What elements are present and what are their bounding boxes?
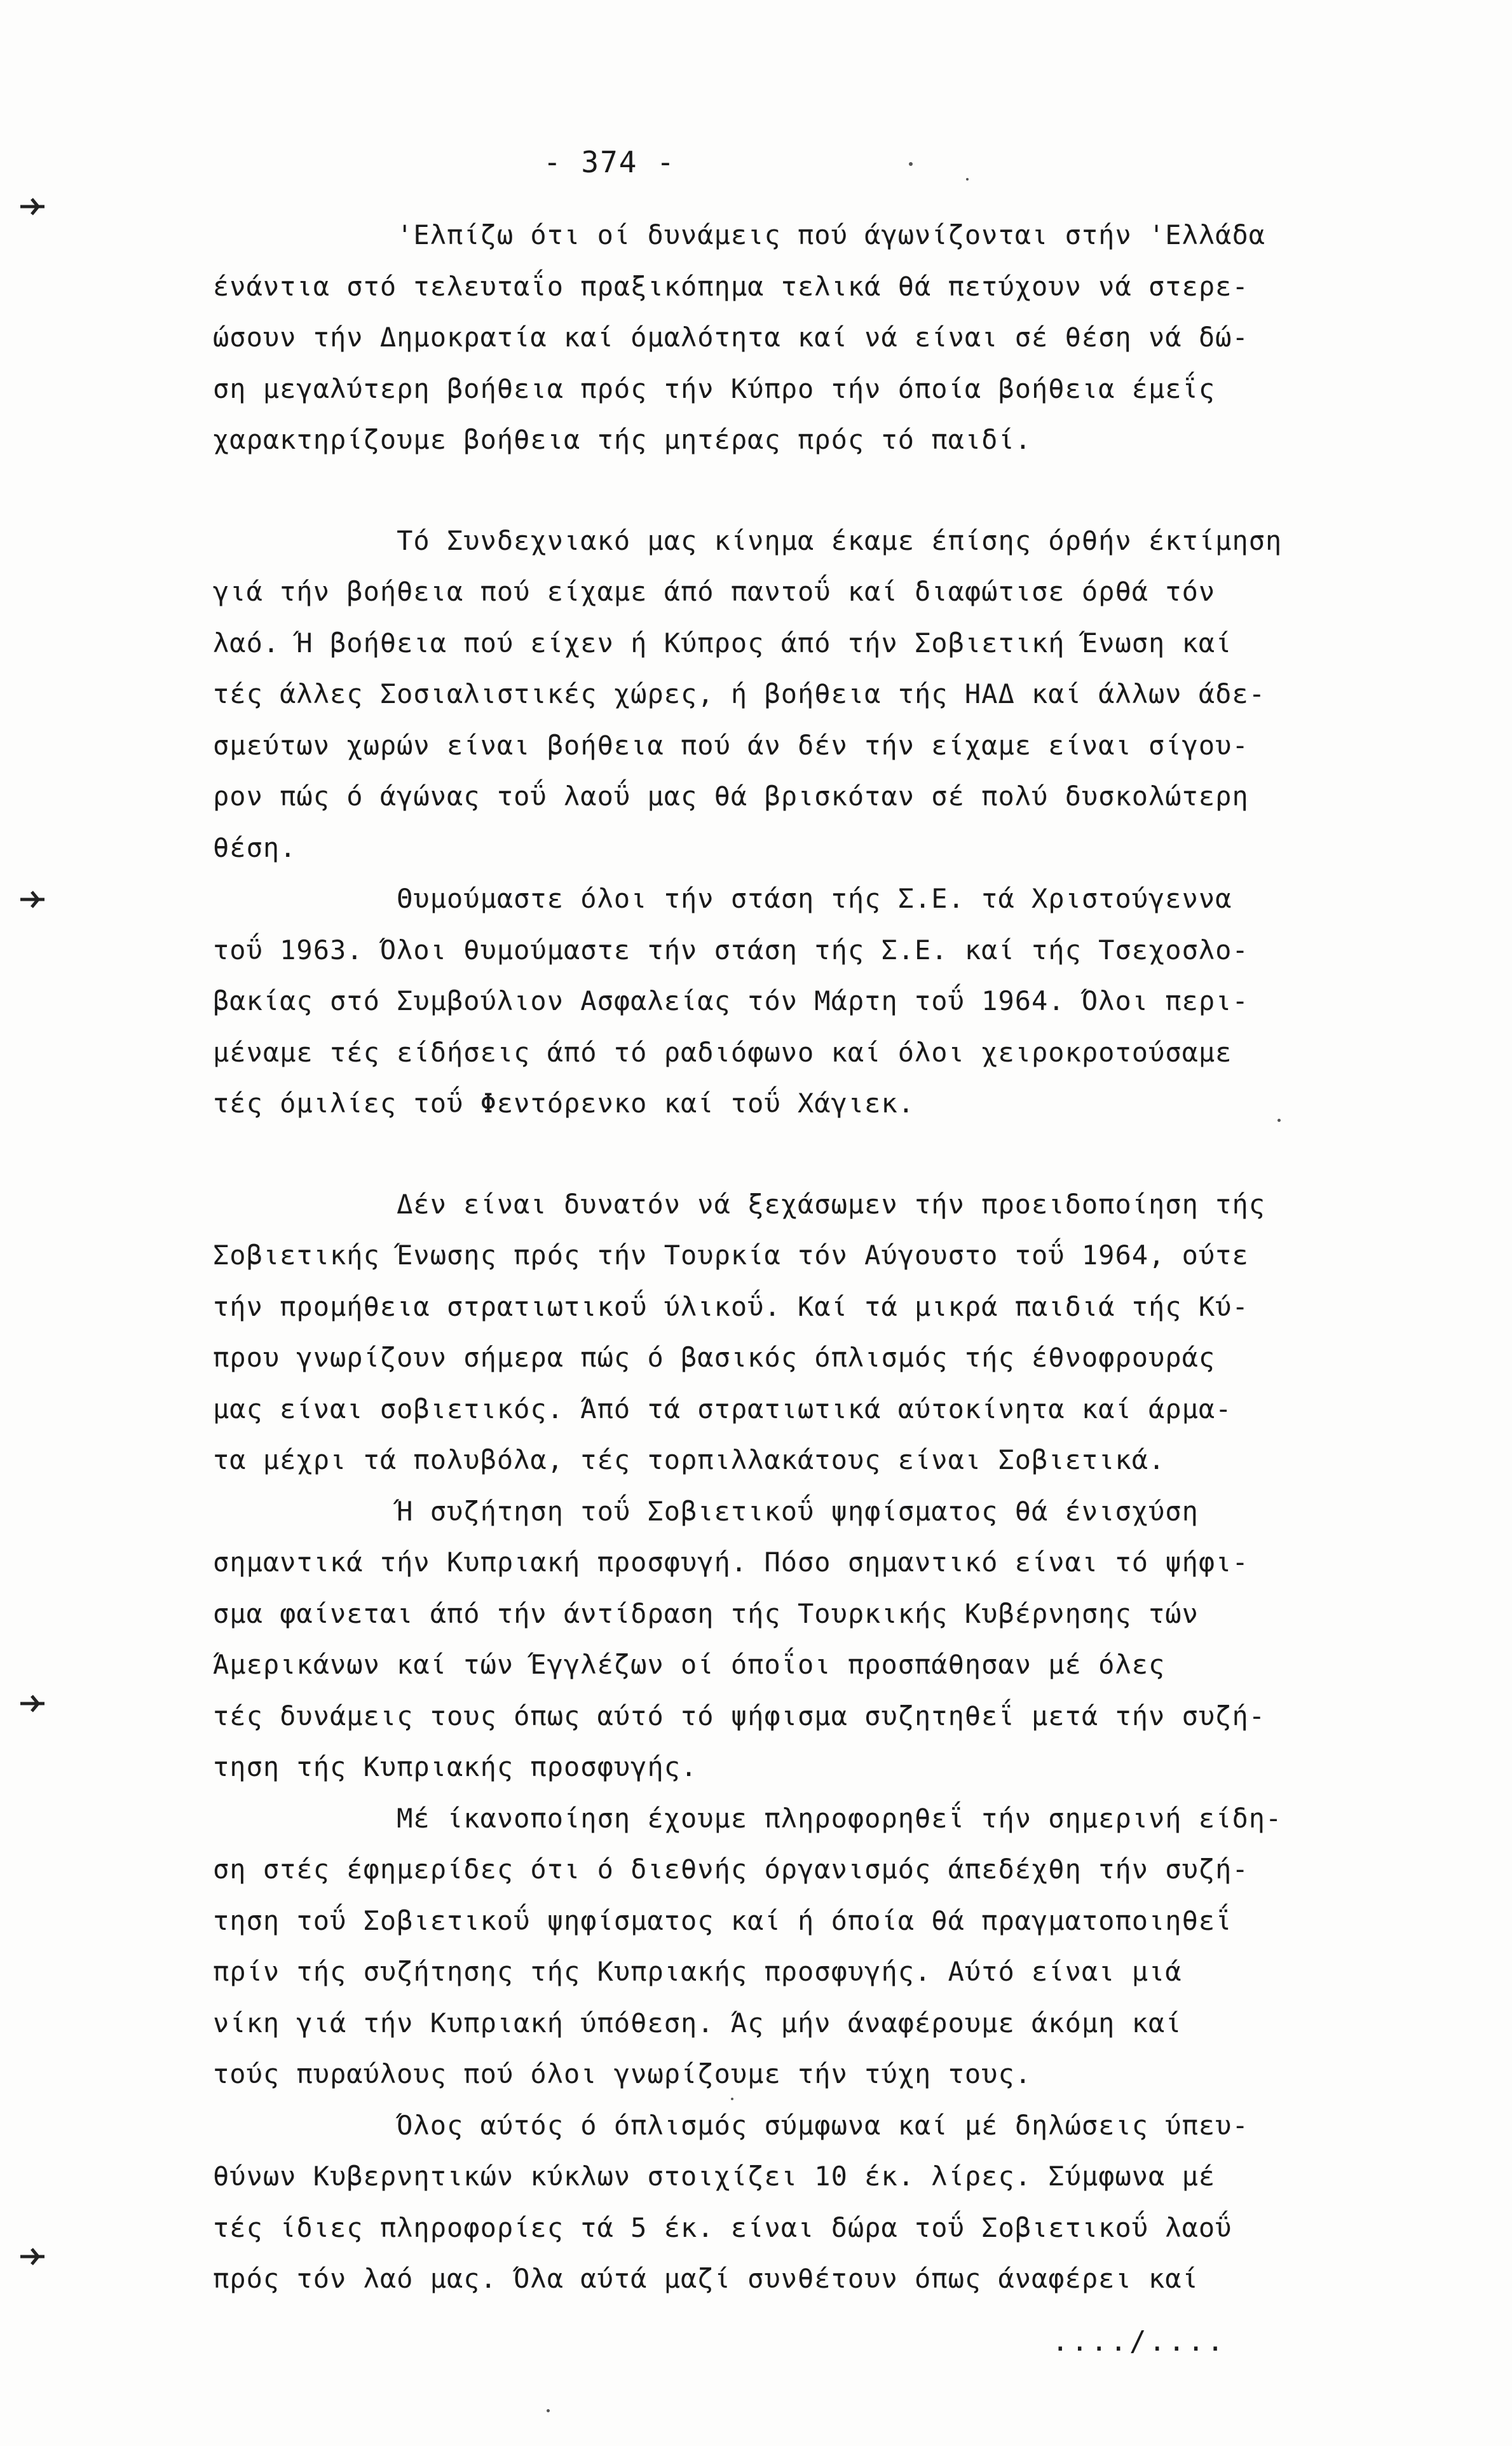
text-line: πρίν τής συζήτησης τής Κυπριακής προσφυγής. Αύτό είναι μιά	[213, 1956, 1182, 1987]
continuation-marker: ..../....	[1052, 2325, 1227, 2358]
text-line: τές άλλες Σοσιαλιστικές χώρες, ή βοήθεια τής ΗΑΔ καί άλλων άδε-	[213, 678, 1266, 709]
text-line: τοΰ 1963. Όλοι θυμούμαστε τήν στάση τής Σ.Ε. καί τής Τσεχοσλο-	[213, 934, 1249, 966]
text-line: τηση τοΰ Σοβιετικοΰ ψηφίσματος καί ή όποία θά πραγματοποιηθεΐ	[213, 1904, 1232, 1936]
text-line: πρου γνωρίζουν σήμερα πώς ό βασικός όπλισμός τής έθνοφρουράς	[213, 1342, 1216, 1373]
text-line: Όλος αύτός ό όπλισμός σύμφωνα καί μέ δηλώσεις ύπευ-	[213, 2109, 1249, 2141]
text-line: ρον πώς ό άγώνας τοΰ λαοΰ μας θά βρισκόταν σέ πολύ δυσκολώτερη	[213, 781, 1249, 812]
text-line: μέναμε τές είδήσεις άπό τό ραδιόφωνο καί όλοι χειροκροτούσαμε	[213, 1036, 1232, 1068]
text-line: Άμερικάνων καί τών Έγγλέζων οί όποΐοι προσπάθησαν μέ όλες	[213, 1649, 1166, 1680]
text-line: σμεύτων χωρών είναι βοήθεια πού άν δέν τήν είχαμε είναι σίγου-	[213, 729, 1249, 761]
text-line: ση μεγαλύτερη βοήθεια πρός τήν Κύπρο τήν όποία βοήθεια έμεΐς	[213, 372, 1216, 404]
text-line: τές δυνάμεις τους όπως αύτό τό ψήφισμα συζητηθεΐ μετά τήν συζή-	[213, 1700, 1266, 1732]
scan-speck	[909, 162, 913, 166]
text-line: ώσουν τήν Δημοκρατία καί όμαλότητα καί νά είναι σέ θέση νά δώ-	[213, 322, 1249, 353]
paragraph-gap	[213, 1130, 1332, 1179]
text-line: σημαντικά τήν Κυπριακή προσφυγή. Πόσο σημαντικό είναι τό ψήφι-	[213, 1547, 1249, 1578]
text-line: Ή συζήτηση τοΰ Σοβιετικοΰ ψηφίσματος θά ένισχύση	[213, 1495, 1199, 1527]
document-body	[213, 210, 1332, 2305]
text-line: ένάντια στό τελευταΐο πραξικόπημα τελικά θά πετύχουν νά στερε-	[213, 270, 1249, 302]
text-line: χαρακτηρίζουμε βοήθεια τής μητέρας πρός τό παιδί.	[213, 424, 1032, 455]
text-line: τούς πυραύλους πού όλοι γνωρίζουμε τήν τύχη τους.	[213, 2058, 1032, 2089]
text-line: τές όμιλίες τοΰ Φεντόρενκο καί τοΰ Χάγιεκ.	[213, 1088, 915, 1119]
scan-speck	[1277, 1119, 1281, 1122]
text-line: μας είναι σοβιετικός. Άπό τά στρατιωτικά αύτοκίνητα καί άρμα-	[213, 1393, 1232, 1425]
text-line: Τό Συνδεχνιακό μας κίνημα έκαμε έπίσης όρθήν έκτίμηση	[213, 524, 1283, 556]
text-line: πρός τόν λαό μας. Όλα αύτά μαζί συνθέτουν όπως άναφέρει καί	[213, 2263, 1199, 2294]
text-line: τήν προμήθεια στρατιωτικοΰ ύλικοΰ. Καί τά μικρά παιδιά τής Κύ-	[213, 1290, 1249, 1322]
page-number: - 374 -	[543, 145, 676, 179]
text-line: λαό. Ή βοήθεια πού είχεν ή Κύπρος άπό τήν Σοβιετική Ένωση καί	[213, 627, 1232, 659]
text-line: τές ίδιες πληροφορίες τά 5 έκ. είναι δώρα τοΰ Σοβιετικοΰ λαοΰ	[213, 2211, 1232, 2243]
text-line: θέση.	[213, 831, 297, 863]
scan-speck	[966, 178, 969, 181]
text-line: Σοβιετικής Ένωσης πρός τήν Τουρκία τόν Αύγουστο τοΰ 1964, ούτε	[213, 1240, 1249, 1271]
text-line: Θυμούμαστε όλοι τήν στάση τής Σ.Ε. τά Χριστούγεννα	[213, 883, 1232, 914]
paragraph	[213, 516, 1332, 874]
paragraph	[213, 210, 1332, 466]
text-line: τηση τής Κυπριακής προσφυγής.	[213, 1751, 698, 1782]
text-line: νίκη γιά τήν Κυπριακή ύπόθεση. Άς μήν άναφέρουμε άκόμη καί	[213, 2007, 1182, 2039]
text-line: 'Ελπίζω ότι οί δυνάμεις πού άγωνίζονται στήν 'Ελλάδα	[213, 219, 1266, 250]
paragraph	[213, 1179, 1332, 1486]
text-line: ση στές έφημερίδες ότι ό διεθνής όργανισμός άπεδέχθη τήν συζή-	[213, 1854, 1249, 1885]
text-line: τα μέχρι τά πολυβόλα, τές τορπιλλακάτους είναι Σοβιετικά.	[213, 1444, 1166, 1475]
scan-speck	[547, 2409, 550, 2412]
text-line: Δέν είναι δυνατόν νά ξεχάσωμεν τήν προειδοποίηση τής	[213, 1188, 1266, 1220]
paragraph	[213, 873, 1332, 1130]
paragraph	[213, 1486, 1332, 1793]
text-line: σμα φαίνεται άπό τήν άντίδραση τής Τουρκικής Κυβέρνησης τών	[213, 1597, 1199, 1629]
text-line: γιά τήν βοήθεια πού είχαμε άπό παντοΰ καί διαφώτισε όρθά τόν	[213, 576, 1216, 607]
paragraph-gap	[213, 466, 1332, 516]
text-line: Μέ ίκανοποίηση έχουμε πληροφορηθεΐ τήν σημερινή είδη-	[213, 1802, 1283, 1834]
paragraph	[213, 2100, 1332, 2305]
scan-speck	[731, 2098, 733, 2100]
text-line: θύνων Κυβερνητικών κύκλων στοιχίζει 10 έκ. λίρες. Σύμφωνα μέ	[213, 2161, 1216, 2192]
paragraph	[213, 1793, 1332, 2100]
text-line: βακίας στό Συμβούλιον Ασφαλείας τόν Μάρτη τοΰ 1964. Όλοι περι-	[213, 985, 1249, 1016]
